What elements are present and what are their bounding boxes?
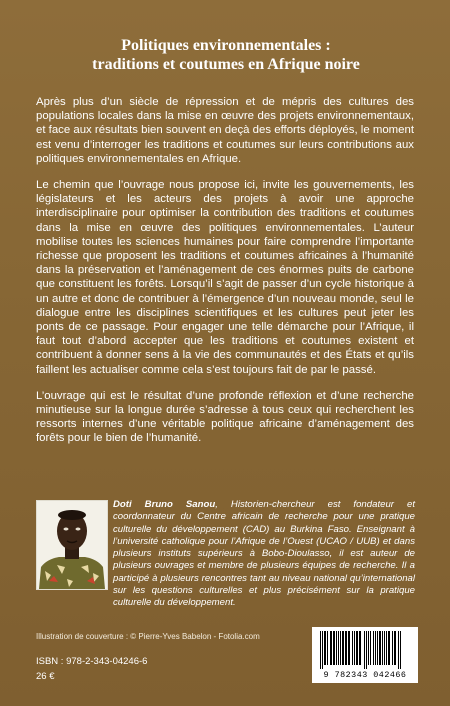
barcode-bar xyxy=(394,631,396,665)
author-photo xyxy=(36,500,108,590)
barcode-bar xyxy=(398,631,399,669)
barcode-number: 9 782343 042466 xyxy=(323,670,407,680)
author-name: Doti Bruno Sanou xyxy=(113,499,216,510)
barcode-bar xyxy=(342,631,344,665)
barcode-bar xyxy=(345,631,347,665)
barcode-bar xyxy=(377,631,378,665)
barcode-bar xyxy=(324,631,326,665)
book-title xyxy=(30,36,422,74)
barcode-bar xyxy=(370,631,371,665)
barcode-bar xyxy=(338,631,339,665)
blurb-paragraph: L’ouvrage qui est le résultat d’une profonde réflexion et d’une recherche minutieuse sur la longue durée s’adresse à tous ceux qui recherchent les ressorts internes d’une véritable politique africaine d’aménagement des forêts pour le bien de l’humanité. xyxy=(36,389,414,445)
barcode xyxy=(312,627,418,683)
author-bio-text: , Historien-chercheur est fondateur et coordonnateur du Centre africain de recherche pour une pratique culturelle du développement (CAD) au Burkina Faso. Enseignant à l’université catholique pour l’Afrique de l’Ouest (UCAO / UUB) et dans plusieurs instituts supérieurs à Bobo-Dioulasso, il est auteur de plusieurs ouvrages et membre de plusieurs équipes de recherche. Il a participé à plusieurs rencontres tant au niveau national qu’international sur les questions culturelles et plus précisément sur la pratique culturelle du développement. xyxy=(113,499,415,609)
barcode-bar xyxy=(340,631,341,665)
barcode-bar xyxy=(388,631,390,665)
barcode-bar xyxy=(333,631,335,665)
author-bio xyxy=(113,499,415,610)
barcode-icon xyxy=(312,627,418,671)
blurb xyxy=(36,95,414,458)
title-line-2: traditions et coutumes en Afrique noire xyxy=(92,56,360,73)
barcode-bar xyxy=(373,631,374,665)
barcode-bar xyxy=(366,631,367,669)
blurb-paragraph: Après plus d’un siècle de répression et de mépris des cultures des populations locales dans la mise en œuvre des projets environnementaux, et face aux résultats bien souvent en deçà des efforts déployés, le moment est venu d’interroger les traditions et coutumes sur leurs contributions aux politiques environnementales en Afrique. xyxy=(36,96,414,165)
barcode-bar xyxy=(368,631,369,665)
barcode-bar xyxy=(386,631,387,665)
barcode-bar xyxy=(359,631,361,665)
barcode-bar xyxy=(348,631,350,665)
barcode-bar xyxy=(322,631,323,669)
barcode-bar xyxy=(327,631,328,665)
barcode-bar xyxy=(356,631,358,665)
barcode-bar xyxy=(330,631,332,665)
blurb-paragraph: Le chemin que l’ouvrage nous propose ici, invite les gouvernements, les législateurs et les acteurs des projets à avoir une approche interdisciplinaire pour optimiser la contribution des traditions et coutumes dans la mise en œuvre des politiques environnementales. L’auteur mobilise toutes les sciences humaines pour faire comprendre l’importante richesse que proposent les traditions et coutumes africaines à l’humanité dans la préservation et l’aménagement de ces énormes puits de carbone que constituent les forêts. Lorsqu’il s’agit de passer d’un cycle historique à un autre et donc de contribuer à l’émergence d’un nouveau monde, seul le dialogue entre les disciplines scientifiques et les cultures peut jeter les ponts de ce passage. Pour engager une telle démarche pour l’Afrique, il faut tout d’abord accepter que les traditions et coutumes existent et contribuent à donner sens à la vie des communautés et des États et qu’ils faillent les actualiser comme cela s’est toujours fait de par le passé. xyxy=(36,179,414,376)
barcode-bar xyxy=(400,631,401,669)
barcode-bar xyxy=(384,631,385,665)
barcode-bar xyxy=(379,631,381,665)
barcode-bar xyxy=(382,631,383,665)
author-portrait-icon xyxy=(37,501,107,589)
barcode-bar xyxy=(354,631,355,665)
barcode-bar xyxy=(336,631,337,665)
title-line-1: Politiques environnementales : xyxy=(121,37,331,54)
barcode-bar xyxy=(375,631,376,665)
barcode-bar xyxy=(352,631,353,665)
barcode-bar xyxy=(320,631,321,669)
barcode-bar xyxy=(364,631,365,669)
isbn: ISBN : 978-2-343-04246-6 xyxy=(36,656,148,667)
cover-credit: Illustration de couverture : © Pierre-Yves Babelon - Fotolia.com xyxy=(36,632,260,641)
price: 26 € xyxy=(36,671,55,682)
barcode-bar xyxy=(392,631,393,665)
